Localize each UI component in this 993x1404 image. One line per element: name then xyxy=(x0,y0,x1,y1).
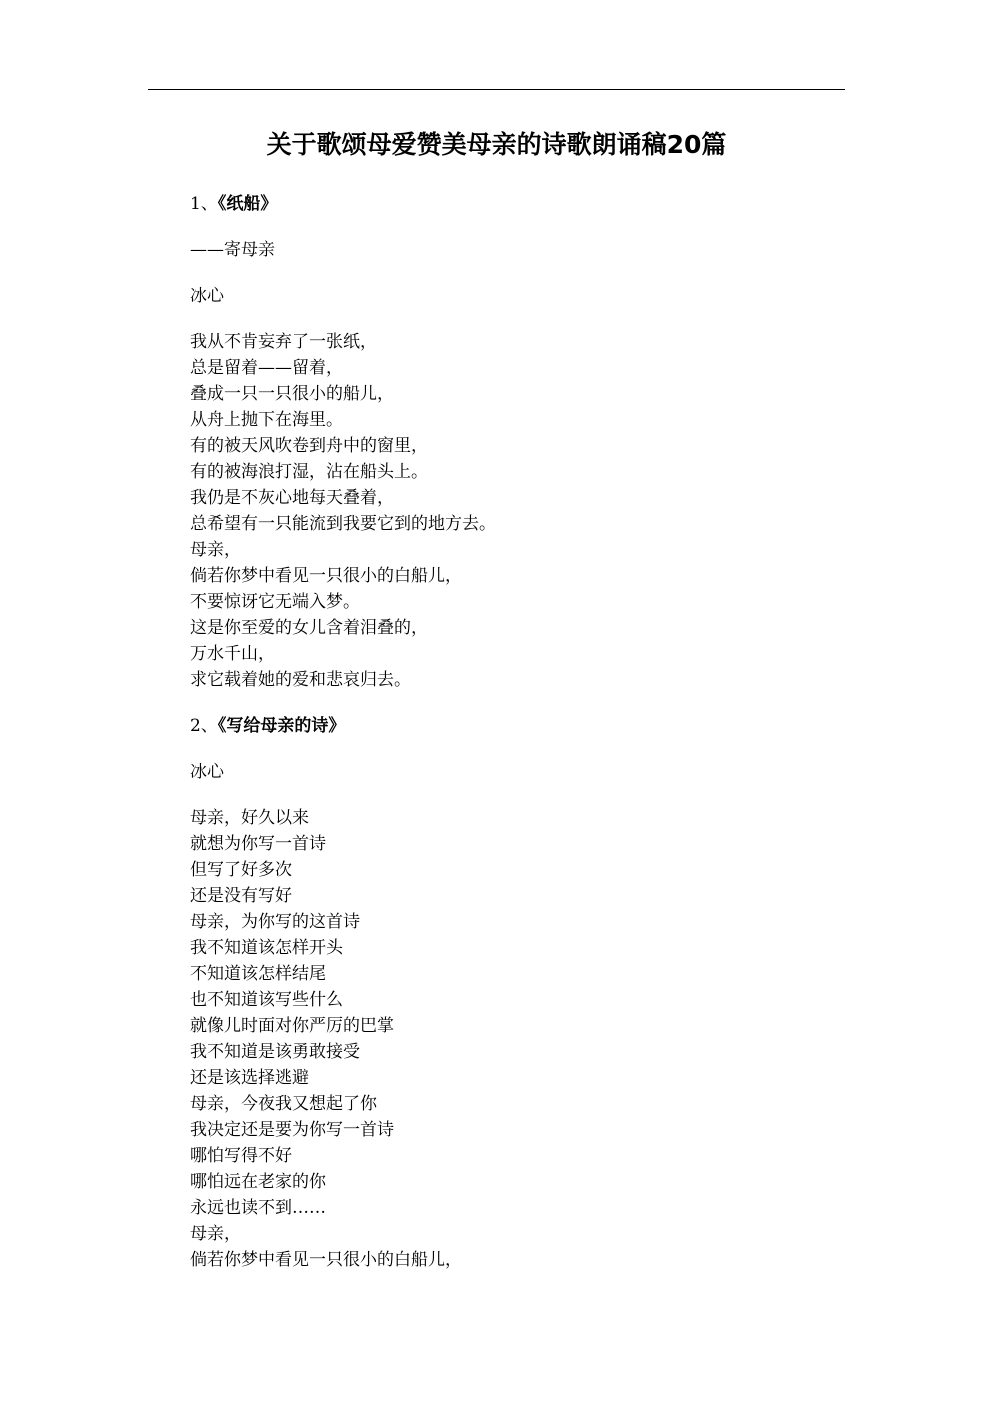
poem-line: 还是没有写好 xyxy=(190,886,292,906)
poem-line: 哪怕远在老家的你 xyxy=(190,1172,326,1192)
poem-line: 母亲， xyxy=(190,1224,241,1244)
poem-1-title: 《纸船》 xyxy=(217,194,278,214)
poem-line: 这是你至爱的女儿含着泪叠的， xyxy=(190,618,428,638)
poem-line: 总希望有一只能流到我要它到的地方去。 xyxy=(190,514,496,534)
poem-line: 我决定还是要为你写一首诗 xyxy=(190,1120,394,1140)
poem-line: 求它载着她的爱和悲哀归去。 xyxy=(190,670,411,690)
poem-line: 有的被海浪打湿，沾在船头上。 xyxy=(190,462,428,482)
poem-line: 母亲，好久以来 xyxy=(190,808,309,828)
poem-line: 但写了好多次 xyxy=(190,860,292,880)
header-rule xyxy=(148,89,845,90)
poem-line: 倘若你梦中看见一只很小的白船儿， xyxy=(190,1250,462,1270)
poem-line: 就像儿时面对你严厉的巴掌 xyxy=(190,1016,394,1036)
poem-2-stanza xyxy=(190,805,830,1273)
poem-line: 母亲， xyxy=(190,540,241,560)
poem-1-subtitle: ——寄母亲 xyxy=(190,240,275,260)
poem-2-number: 2、 xyxy=(190,716,218,736)
document-body xyxy=(190,191,830,1293)
poem-line: 我不知道该怎样开头 xyxy=(190,938,343,958)
poem-line: 我不知道是该勇敢接受 xyxy=(190,1042,360,1062)
poem-2 xyxy=(190,713,830,1273)
poem-line: 有的被天风吹卷到舟中的窗里， xyxy=(190,436,428,456)
poem-1-stanza xyxy=(190,329,830,693)
poem-line: 万水千山， xyxy=(190,644,275,664)
poem-line: 不知道该怎样结尾 xyxy=(190,964,326,984)
document-title: 关于歌颂母爱赞美母亲的诗歌朗诵稿20篇 xyxy=(266,130,727,159)
poem-line: 从舟上抛下在海里。 xyxy=(190,410,343,430)
poem-line: 母亲，为你写的这首诗 xyxy=(190,912,360,932)
poem-1 xyxy=(190,191,830,693)
poem-1-author: 冰心 xyxy=(190,286,224,306)
poem-line: 哪怕写得不好 xyxy=(190,1146,292,1166)
poem-line: 不要惊讶它无端入梦。 xyxy=(190,592,360,612)
poem-line: 永远也读不到…… xyxy=(190,1198,326,1218)
poem-line: 母亲，今夜我又想起了你 xyxy=(190,1094,377,1114)
poem-2-author: 冰心 xyxy=(190,762,224,782)
poem-line: 还是该选择逃避 xyxy=(190,1068,309,1088)
poem-line: 也不知道该写些什么 xyxy=(190,990,343,1010)
poem-line: 倘若你梦中看见一只很小的白船儿， xyxy=(190,566,462,586)
poem-2-title: 《写给母亲的诗》 xyxy=(217,716,346,736)
poem-line: 总是留着——留着， xyxy=(190,358,343,378)
poem-line: 就想为你写一首诗 xyxy=(190,834,326,854)
poem-2-heading xyxy=(190,713,830,739)
poem-line: 我仍是不灰心地每天叠着， xyxy=(190,488,394,508)
poem-1-heading xyxy=(190,191,830,217)
poem-line: 叠成一只一只很小的船儿， xyxy=(190,384,394,404)
poem-1-number: 1、 xyxy=(190,194,218,214)
poem-line: 我从不肯妄弃了一张纸， xyxy=(190,332,377,352)
